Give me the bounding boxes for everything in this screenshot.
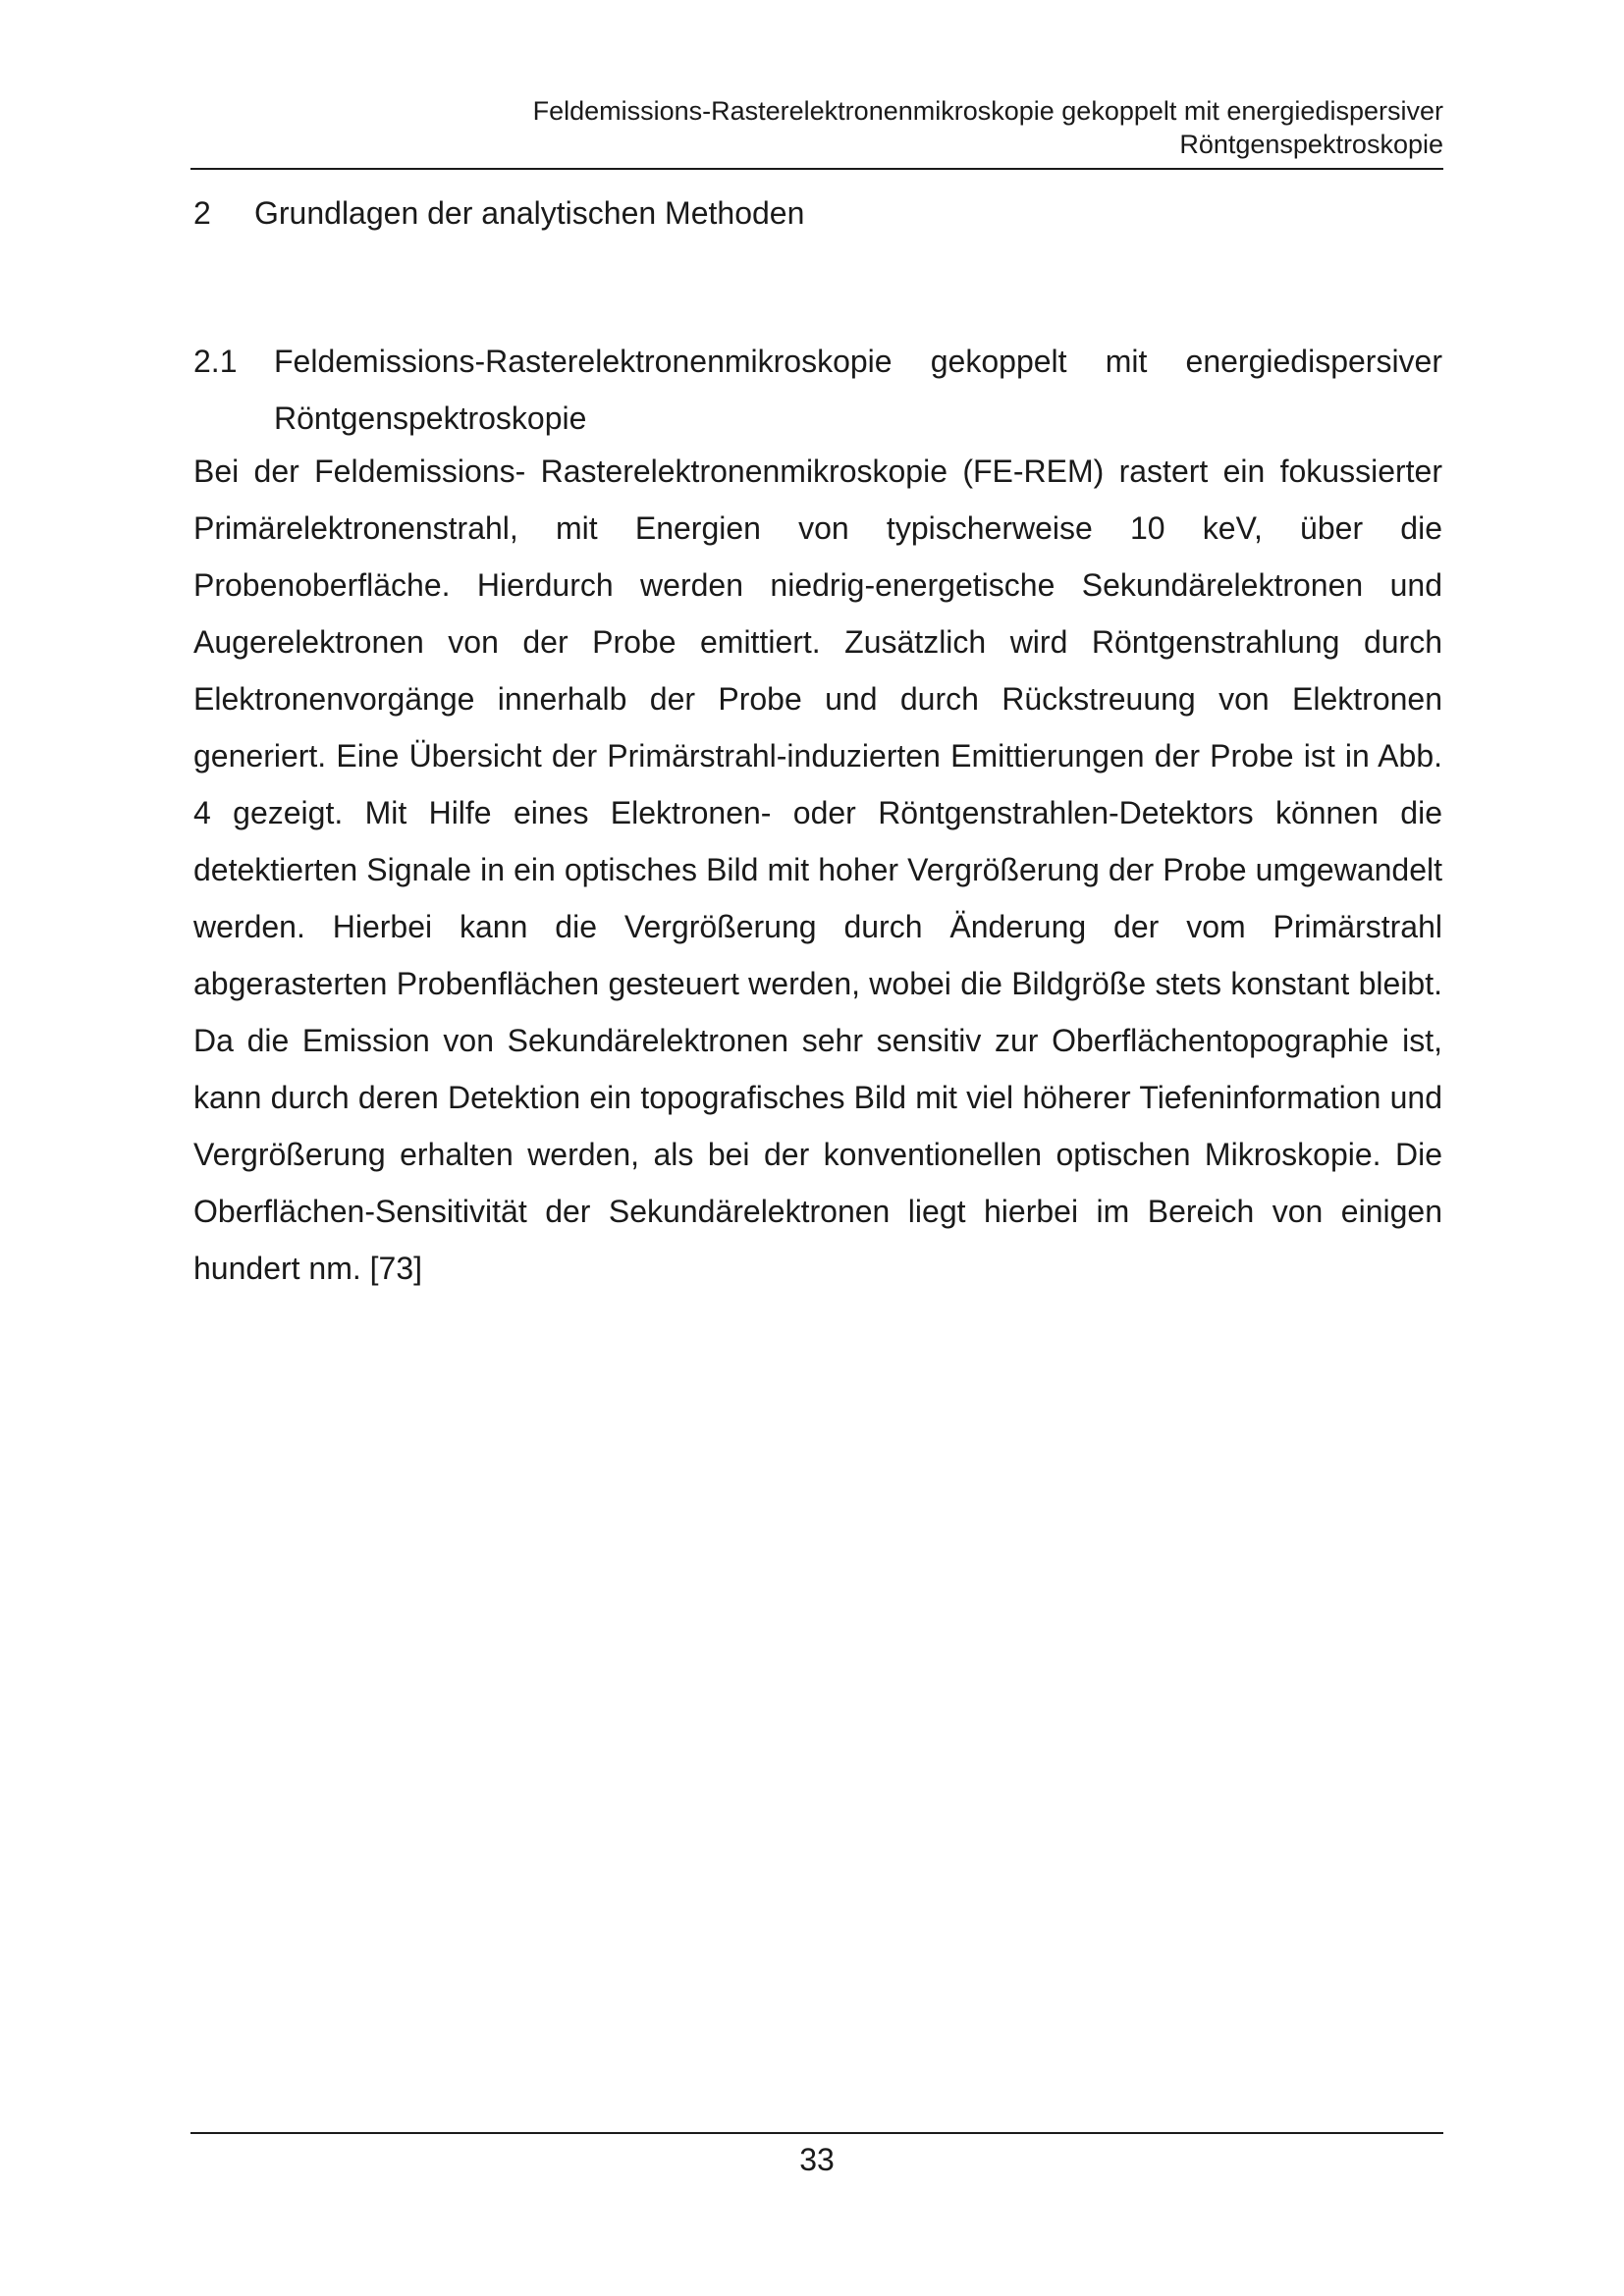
section-heading	[193, 333, 1442, 447]
chapter-heading	[193, 192, 804, 234]
header-rule	[190, 168, 1443, 170]
running-header-line-2: Röntgenspektroskopie	[1179, 130, 1443, 159]
page-number: 33	[799, 2142, 835, 2177]
chapter-number: 2	[193, 195, 211, 231]
section-number: 2.1	[193, 344, 238, 379]
running-header	[190, 94, 1443, 161]
footer-rule	[190, 2132, 1443, 2134]
body-paragraph: Bei der Feldemissions- Rasterelektronenmikroskopie (FE-REM) rastert ein fokussierter Primärelektronenstrahl, mit Energien von typischerweise 10 keV, über die Probenoberfläche. Hierdurch werden niedrig-energetische Sekundärelektronen und Augerelektronen von der Probe emittiert. Zusätzlich wird Röntgenstrahlung durch Elektronenvorgänge innerhalb der Probe und durch Rückstreuung von Elektronen generiert. Eine Übersicht der Primärstrahl-induzierten Emittierungen der Probe ist in Abb. 4 gezeigt. Mit Hilfe eines Elektronen- oder Röntgenstrahlen-Detektors können die detektierten Signale in ein optisches Bild mit hoher Vergrößerung der Probe umgewandelt werden. Hierbei kann die Vergrößerung durch Änderung der vom Primärstrahl abgerasterten Probenflächen gesteuert werden, wobei die Bildgröße stets konstant bleibt. Da die Emission von Sekundärelektronen sehr sensitiv zur Oberflächentopographie ist, kann durch deren Detektion ein topografisches Bild mit viel höherer Tiefeninformation und Vergrößerung erhalten werden, als bei der konventionellen optischen Mikroskopie. Die Oberflächen-Sensitivität der Sekundärelektronen liegt hierbei im Bereich von einigen hundert nm. [73]	[193, 454, 1442, 1286]
chapter-title: Grundlagen der analytischen Methoden	[254, 195, 805, 231]
running-header-line-1: Feldemissions-Rasterelektronenmikroskopie gekoppelt mit energiedispersiver	[532, 96, 1443, 126]
section-title: Feldemissions-Rasterelektronenmikroskopie gekoppelt mit energiedispersiver Röntgenspektroskopie	[274, 344, 1442, 436]
